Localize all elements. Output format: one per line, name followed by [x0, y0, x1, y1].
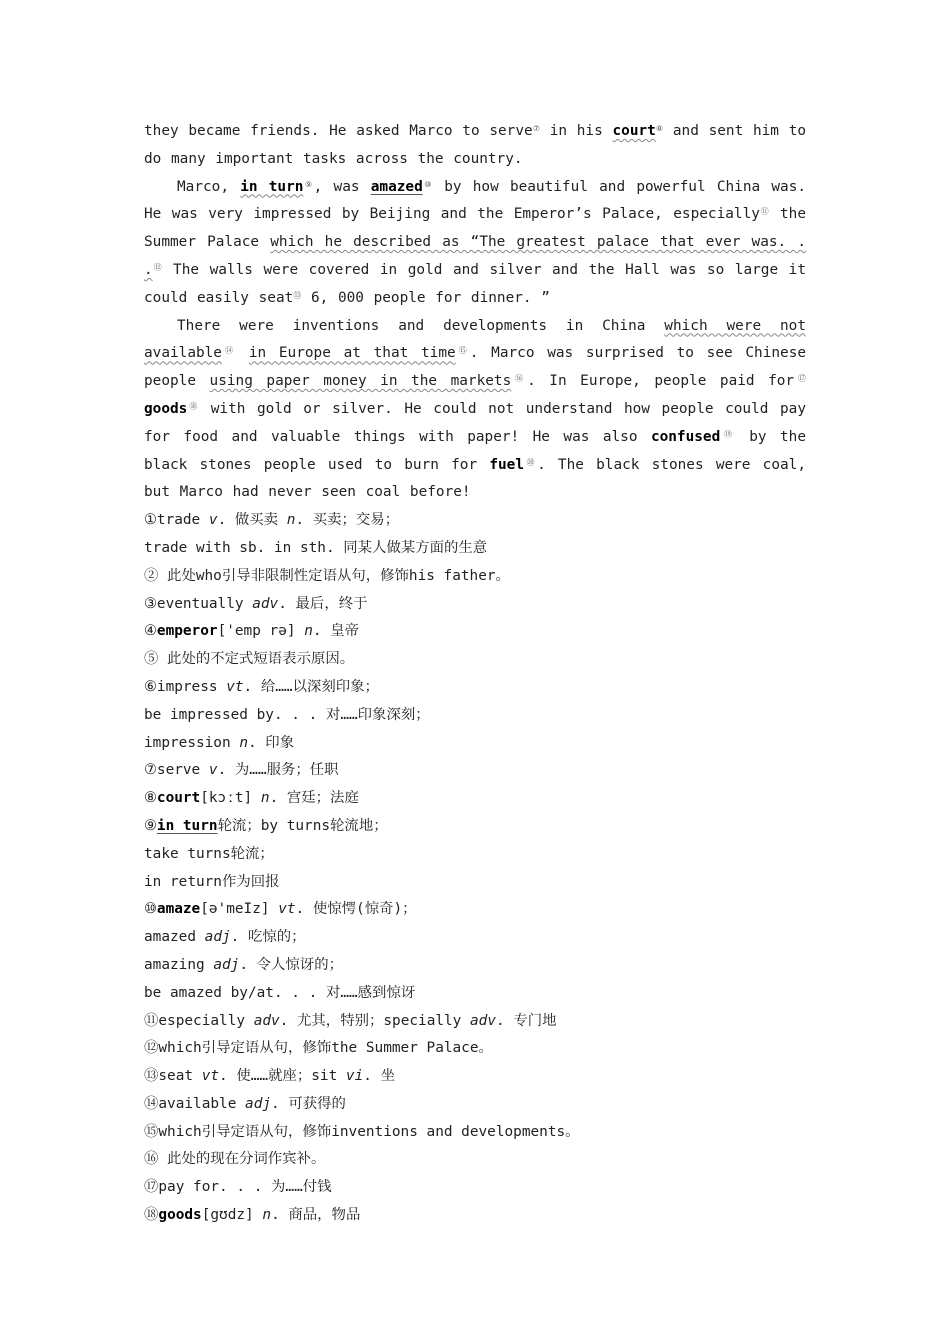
footnote-marker: ⑪ [759, 207, 770, 217]
highlighted-term: confused [650, 428, 721, 445]
text-run: amazing [144, 956, 214, 973]
text-run: ④ [144, 623, 157, 640]
text-run: . 商品，物品 [271, 1207, 361, 1224]
document-page [144, 118, 806, 1230]
note-line [144, 757, 806, 785]
note-line [144, 1146, 806, 1174]
note-line [144, 924, 806, 952]
text-run: Marco, [177, 178, 241, 195]
text-run: . 使惊愕(惊奇)； [295, 901, 417, 918]
footnote-marker: ⑬ [293, 290, 302, 300]
note-line [144, 1119, 806, 1147]
footnote-marker: ⑫ [152, 262, 163, 272]
highlighted-term: which he described as “The greatest palace that ever was. . . [144, 234, 806, 278]
highlighted-term: n [286, 512, 296, 529]
text-run: ['emp rə] [217, 623, 305, 640]
text-run: amazed [144, 929, 205, 946]
note-line [144, 1008, 806, 1036]
note-line [144, 507, 806, 535]
note-line [144, 702, 806, 730]
text-run: . 令人惊讶的； [239, 956, 343, 973]
text-run: . 印象 [247, 734, 295, 751]
text-run: impression [144, 734, 240, 751]
footnote-marker: ⑨ [303, 179, 314, 189]
text-run: . In Europe, people paid for [527, 373, 795, 390]
note-line [144, 618, 806, 646]
text-run: . 做买卖 [217, 512, 287, 529]
note-line [144, 1202, 806, 1230]
footnote-marker: ⑱ [187, 401, 200, 411]
highlighted-term: adj [245, 1095, 272, 1112]
note-line [144, 646, 806, 674]
text-run: in his [539, 123, 613, 139]
highlighted-term: vt [201, 1068, 220, 1085]
highlighted-term: court [156, 790, 201, 807]
footnote-marker: ⑩ [422, 179, 433, 189]
note-line [144, 1035, 806, 1063]
note-line [144, 563, 806, 591]
highlighted-term: adj [213, 956, 240, 973]
text-run: ⑭available [144, 1095, 246, 1112]
footnote-marker: ⑳ [523, 457, 538, 467]
text-run: 轮流；by turns轮流地； [217, 817, 388, 834]
highlighted-term: using paper money in the markets [209, 373, 512, 390]
text-run: . 最后，终于 [278, 595, 368, 612]
text-run: . 给……以深刻印象； [243, 678, 379, 695]
highlighted-term: amazed [370, 178, 423, 195]
footnote-marker: ⑲ [720, 429, 736, 439]
highlighted-term: v [208, 762, 218, 779]
text-run: . 宫廷；法庭 [269, 790, 359, 807]
text-run: ⑬seat [144, 1068, 202, 1085]
text-run: . 为……服务；任职 [217, 762, 339, 779]
note-line [144, 785, 806, 813]
note-line [144, 869, 806, 897]
text-run: ⑮which引导定语从句，修饰inventions and developments。 [144, 1123, 580, 1140]
note-line [144, 730, 806, 758]
text-run: . 专门地 [496, 1012, 557, 1029]
highlighted-term: goods [158, 1207, 202, 1224]
text-run: [kɔːt] [200, 790, 261, 807]
text-run: take turns轮流； [144, 845, 274, 862]
paragraph [144, 174, 806, 313]
text-run: . 买卖；交易； [295, 512, 400, 529]
note-line [144, 1063, 806, 1091]
text-run: serve [489, 123, 533, 139]
vocabulary-notes [144, 507, 806, 1230]
text-run: ⑨ [144, 817, 157, 834]
paragraph [144, 118, 806, 174]
highlighted-term: in turn [240, 178, 304, 195]
text-run: with gold or silver. He could not understand how people could pay for food and valuable things with paper! He was also [144, 400, 806, 445]
highlighted-term: amaze [156, 901, 201, 918]
text-run [236, 345, 249, 361]
text-run: The walls were covered in gold and silver and the Hall was so large it could easily seat [144, 261, 807, 306]
highlighted-term: court [612, 123, 656, 139]
text-run: . 尤其，特别；specially [279, 1012, 471, 1029]
highlighted-term: which were not available [144, 317, 806, 362]
highlighted-term: vt [226, 678, 244, 695]
text-run: . 可获得的 [271, 1095, 346, 1112]
passage-body [144, 118, 806, 507]
text-run: There were inventions and developments in China [177, 317, 665, 334]
note-line [144, 674, 806, 702]
note-line [144, 1174, 806, 1202]
note-line [144, 980, 806, 1008]
footnote-marker: ⑰ [794, 374, 807, 384]
footnote-marker: ⑦ [532, 124, 540, 133]
note-line [144, 813, 806, 841]
paragraph [144, 313, 806, 508]
note-line [144, 1091, 806, 1119]
text-run: in return作为回报 [144, 873, 280, 890]
text-run: . 坐 [363, 1068, 395, 1085]
text-run: the Summer Palace [144, 206, 807, 251]
text-run: be amazed by/at. . . 对……感到惊讶 [144, 984, 416, 1001]
text-run: trade with sb. in sth. 同某人做某方面的生意 [144, 539, 488, 556]
highlighted-term: adv [253, 1012, 280, 1029]
highlighted-term: adv [470, 1012, 497, 1029]
text-run: . 吃惊的； [230, 929, 306, 946]
highlighted-term: n [260, 790, 270, 807]
highlighted-term: n [239, 734, 248, 751]
text-run: ③eventually [144, 595, 253, 612]
text-run: , was [313, 178, 371, 195]
highlighted-term: n [262, 1207, 272, 1224]
text-run: . 皇帝 [312, 623, 359, 640]
highlighted-term: goods [144, 400, 188, 417]
text-run: ⑰pay for. . . 为……付钱 [144, 1179, 332, 1196]
highlighted-term: emperor [156, 623, 218, 640]
text-run: be impressed by. . . 对……印象深刻； [144, 706, 430, 723]
highlighted-term: v [208, 512, 218, 529]
text-run: and sent him to do many important tasks across the country. [144, 123, 807, 167]
text-run: ⑥impress [144, 678, 227, 695]
note-line [144, 535, 806, 563]
highlighted-term: vi [345, 1068, 364, 1085]
note-line [144, 952, 806, 980]
highlighted-term: vt [278, 901, 296, 918]
footnote-marker: ⑧ [655, 124, 664, 133]
highlighted-term: fuel [489, 456, 524, 473]
text-run: 6, 000 people for dinner. ” [301, 289, 550, 306]
highlighted-term: in turn [156, 817, 218, 834]
text-run: ⑱ [144, 1207, 159, 1224]
footnote-marker: ⑮ [455, 346, 470, 356]
highlighted-term: adj [204, 929, 231, 946]
text-run: ⑯ 此处的现在分词作宾补。 [144, 1151, 326, 1168]
text-run: they became friends. He asked Marco to [144, 123, 490, 139]
text-run: ⑧ [144, 790, 157, 807]
text-run: ⑫which引导定语从句，修饰the Summer Palace。 [144, 1040, 493, 1057]
text-run: ② 此处who引导非限制性定语从句，修饰his father。 [144, 567, 510, 584]
text-run: by how beautiful and powerful China was. He was very impressed by Beijing and the Emperor’s Palace, especially [144, 178, 807, 223]
text-run: [gʊdz] [201, 1207, 263, 1224]
text-run: ⑪especially [144, 1012, 254, 1029]
text-run: ⑦serve [144, 762, 209, 779]
note-line [144, 841, 806, 869]
footnote-marker: ⑯ [511, 374, 528, 384]
footnote-marker: ⑭ [221, 346, 237, 356]
highlighted-term: adv [252, 595, 279, 612]
note-line [144, 591, 806, 619]
text-run: [ə'meIz] [200, 901, 279, 918]
highlighted-term: n [304, 623, 313, 640]
text-run: ①trade [144, 512, 209, 529]
text-run: ⑩ [144, 901, 157, 918]
text-run: . The black stones were coal, but Marco had never seen coal before! [144, 456, 806, 501]
text-run: by the black stones people used to burn for [144, 428, 807, 473]
highlighted-term: in Europe at that time [248, 345, 456, 362]
text-run: . Marco was surprised to see Chinese people [144, 345, 807, 390]
note-line [144, 896, 806, 924]
text-run: ⑤ 此处的不定式短语表示原因。 [144, 651, 355, 668]
text-run: . 使……就座；sit [219, 1068, 346, 1085]
